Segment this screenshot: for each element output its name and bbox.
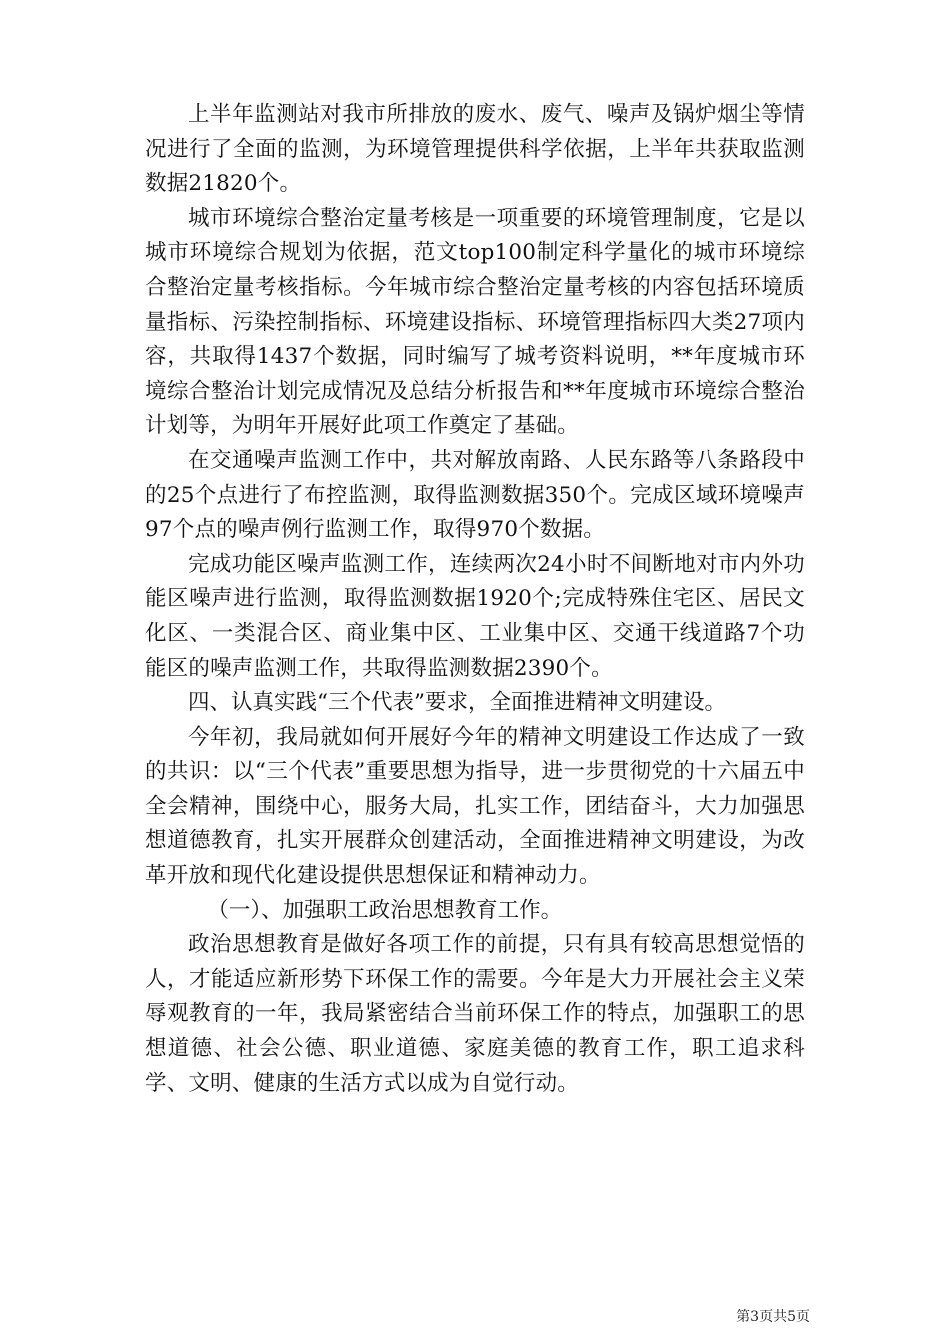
paragraph-city-assessment: 城市环境综合整治定量考核是一项重要的环境管理制度，它是以城市环境综合规划为依据，范文top100制定科学量化的城市环境综合整治定量考核指标。今年城市综合整治定量考核的内容包括环境质量指标、污染控制指标、环境建设指标、环境管理指标四大类27项内容，共取得1437个数据，同时编写了城考资料说明，**年度城市环境综合整治计划完成情况及总结分析报告和**年度城市环境综合整治计划等，为明年开展好此项工作奠定了基础。 bbox=[145, 205, 805, 439]
paragraph-traffic-noise: 在交通噪声监测工作中，共对解放南路、人民东路等八条路段中的25个点进行了布控监测，取得监测数据350个。完成区域环境噪声97个点的噪声例行监测工作，取得970个数据。 bbox=[145, 447, 805, 543]
paragraph-political-education: 政治思想教育是做好各项工作的前提，只有具有较高思想觉悟的人，才能适应新形势下环保工作的需要。今年是大力开展社会主义荣辱观教育的一年，我局紧密结合当前环保工作的特点，加强职工的思想道德、社会公德、职业道德、家庭美德的教育工作，职工追求科学、文明、健康的生活方式以成为自觉行动。 bbox=[145, 932, 805, 1096]
paragraph-monitoring-summary: 上半年监测站对我市所排放的废水、废气、噪声及锅炉烟尘等情况进行了全面的监测，为环境管理提供科学依据，上半年共获取监测数据21820个。 bbox=[145, 102, 805, 197]
paragraph-functional-zone-noise: 完成功能区噪声监测工作，连续两次24小时不间断地对市内外功能区噪声进行监测，取得监测数据1920个;完成特殊住宅区、居民文化区、一类混合区、商业集中区、工业集中区、交通干线道路7个功能区的噪声监测工作，共取得监测数据2390个。 bbox=[145, 551, 805, 681]
section-heading: 四、认真实践“三个代表”要求，全面推进精神文明建设。 bbox=[188, 690, 726, 716]
document-body bbox=[145, 98, 805, 1101]
subsection-heading: （一）、加强职工政治思想教育工作。 bbox=[207, 897, 563, 923]
page-number-footer: 第3页共5页 bbox=[736, 1309, 810, 1325]
paragraph-civilization-building: 今年初，我局就如何开展好今年的精神文明建设工作达成了一致的共识：以“三个代表”重要思想为指导，进一步贯彻党的十六届五中全会精神，围绕中心，服务大局，扎实工作，团结奋斗，大力加强思想道德教育，扎实开展群众创建活动，全面推进精神文明建设，为改革开放和现代化建设提供思想保证和精神动力。 bbox=[145, 724, 805, 889]
